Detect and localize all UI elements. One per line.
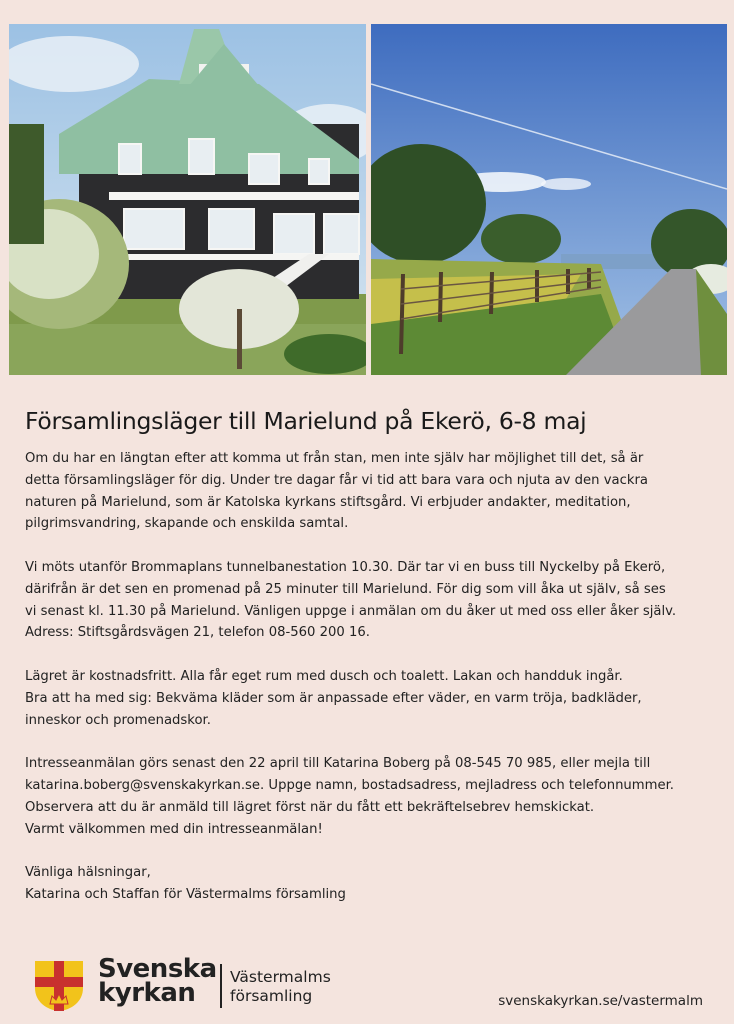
parish-line-1: Västermalms (230, 968, 331, 986)
practical-paragraph (25, 666, 725, 731)
text-line: pilgrimsvandring, skapande och enskilda samtal. (25, 516, 349, 532)
website-link[interactable]: svenskakyrkan.se/vastermalm (498, 993, 703, 1009)
logo-divider (220, 964, 222, 1008)
text-line: inneskor och promenadskor. (25, 712, 211, 728)
road-illustration (371, 24, 727, 375)
text-line: vi senast kl. 11.30 på Marielund. Vänligen uppge i anmälan om du åker ut med oss eller åker själv. (25, 603, 677, 619)
text-line: detta församlingsläger för dig. Under tre dagar får vi tid att bara vara och njuta av den vackra (25, 472, 648, 488)
text-line: katarina.boberg@svenskakyrkan.se. Uppge namn, bostadsadress, mejladress och telefonnummer. (25, 777, 674, 793)
text-line: Intresseanmälan görs senast den 22 april till Katarina Boberg på 08-545 70 985, eller mejla till (25, 756, 651, 772)
brand-line-2: kyrkan (98, 978, 196, 1008)
intro-paragraph (25, 448, 725, 535)
page-title: Församlingsläger till Marielund på Ekerö, 6-8 maj (25, 407, 587, 435)
parish-line-2: församling (230, 987, 313, 1005)
country-road-photo (371, 24, 727, 375)
text-line: Om du har en längtan efter att komma ut från stan, men inte själv har möjlighet till det, så är (25, 451, 644, 466)
text-line: Vi möts utanför Brommaplans tunnelbanestation 10.30. Där tar vi en buss till Nyckelby på Ekerö, (25, 559, 666, 575)
text-line: Vänliga hälsningar, (25, 865, 151, 881)
greeting-paragraph (25, 862, 725, 906)
meeting-paragraph (25, 557, 725, 644)
parish-name (230, 968, 331, 1006)
registration-paragraph (25, 753, 725, 840)
brand-line-1: Svenska (98, 954, 217, 984)
text-line: Lägret är kostnadsfritt. Alla får eget rum med dusch och toalett. Lakan och handduk ingår. (25, 668, 623, 684)
text-line: Katarina och Staffan för Västermalms församling (25, 886, 346, 902)
text-line: därifrån är det sen en promenad på 25 minuter till Marielund. För dig som vill åka ut själv, så ses (25, 581, 666, 597)
svenska-kyrkan-shield-icon (34, 960, 84, 1012)
villa-marielund-photo (9, 24, 366, 375)
brand-name (98, 954, 217, 1008)
villa-illustration (9, 24, 366, 375)
body-text (25, 448, 725, 928)
text-line: Observera att du är anmäld till lägret först när du fått ett bekräftelsebrev hemskickat. (25, 799, 595, 815)
text-line: Bra att ha med sig: Bekväma kläder som är anpassade efter väder, en varm tröja, badkläder, (25, 690, 642, 706)
text-line: Adress: Stiftsgårdsvägen 21, telefon 08-560 200 16. (25, 625, 370, 641)
text-line: naturen på Marielund, som är Katolska kyrkans stiftsgård. Vi erbjuder andakter, meditation, (25, 494, 631, 510)
svenska-kyrkan-logo (34, 954, 354, 1010)
text-line: Varmt välkommen med din intresseanmälan! (25, 821, 323, 837)
